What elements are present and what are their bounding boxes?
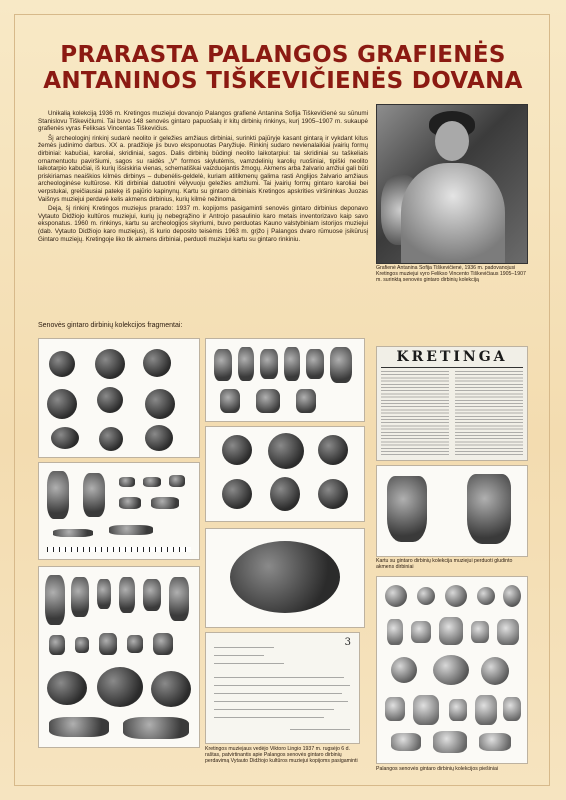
amber-pendant <box>83 473 105 517</box>
amber-pendant <box>256 389 280 413</box>
drawn-bead <box>433 731 467 753</box>
drawn-pendant <box>471 621 489 643</box>
amber-pendant <box>238 347 254 381</box>
archive-letter-photo <box>205 632 360 744</box>
drawn-bead <box>391 733 421 751</box>
amber-pendant <box>306 349 324 379</box>
poster-title-line-2: ANTANINOS TIŠKEVIČIENĖS DOVANA <box>43 68 523 94</box>
letter-line <box>214 701 348 702</box>
stone-axe <box>387 476 427 542</box>
amber-disc <box>151 671 191 707</box>
newspaper-clipping <box>376 346 528 461</box>
scale-ruler <box>47 547 191 552</box>
portrait-dress <box>401 163 505 264</box>
amber-pendant <box>214 349 232 381</box>
photo-amber-mixed <box>38 566 200 748</box>
amber-pendant <box>47 471 69 519</box>
letter-line <box>214 709 334 710</box>
drawn-pendant <box>411 621 431 643</box>
amber-bead <box>119 497 141 509</box>
amber-ring <box>270 477 300 511</box>
photo-amber-rings <box>205 426 365 522</box>
drawn-pendant <box>439 617 463 645</box>
amber-ring <box>318 479 348 509</box>
amber-disc <box>51 427 79 449</box>
drawn-pendant <box>385 697 405 721</box>
amber-ring <box>222 435 252 465</box>
amber-disc <box>47 671 87 705</box>
amber-bead <box>99 633 117 655</box>
letter-signature <box>290 729 350 730</box>
amber-bead <box>151 497 179 509</box>
letter-line <box>214 685 350 686</box>
drawn-disc <box>503 585 521 607</box>
drawn-disc <box>477 587 495 605</box>
drawn-disc <box>417 587 435 605</box>
fragments-heading: Senovės gintaro dirbinių kolekcijos fragmentai: <box>38 322 183 329</box>
photo-amber-pendants <box>38 462 200 560</box>
amber-bowl <box>230 541 340 613</box>
amber-ring <box>268 433 304 469</box>
amber-disc <box>49 351 75 377</box>
amber-pendant <box>296 389 316 413</box>
newspaper-masthead: KRETINGA <box>396 349 508 365</box>
amber-bead <box>75 637 89 653</box>
collection-drawings-plate <box>376 576 528 764</box>
amber-spindle <box>123 717 189 739</box>
letter-line <box>214 677 344 678</box>
amber-pendant <box>143 579 161 611</box>
drawn-pendant <box>497 619 519 645</box>
letter-line <box>214 717 324 718</box>
amber-pendant <box>169 577 189 621</box>
drawn-disc <box>385 585 407 607</box>
newspaper-column <box>381 371 449 457</box>
amber-pendant <box>97 579 111 609</box>
drawn-disc <box>445 585 467 607</box>
letter-line <box>214 693 342 694</box>
drawn-pendant <box>387 619 403 645</box>
amber-bead <box>153 633 173 655</box>
poster-title-line-1: PRARASTA PALANGOS GRAFIENĖS <box>60 42 506 68</box>
amber-disc <box>143 349 171 377</box>
letter-caption: Kretingos muziejaus vedėjo Viktoro Lingio 1937 m. rugsėjo 6 d. raštas, patvirtinantis apie Palangos senovės gintaro dirbinių perdavimą Vytauto Didžiojo kultūros muziejui kopijoms pasigaminti <box>205 746 358 765</box>
countess-portrait-photo <box>376 104 528 264</box>
intro-paragraph-3: Deja, šį rinkinį Kretingos muziejus prarado: 1937 m. kopijoms pasigaminti senovės gintaro dirbinius deponavo Vytauto Didžiojo kultūros muziejui, kurių jų nebegrąžino ir Antrojo pasaulinio karo metais inventorizavo kaip savo eksponatus. 1960 m. rinkinys, kartu su archeologijos skyriumi, buvo perduotas Kauno valstybiniam istorijos muziejui (dab. Vytauto Didžiojo karo muziejus), iš kurio deposito teisėmis 1963 m. grįžo į Palangos dvaro rūmuose įsikūrusį Gintaro muziejų. Kretingoje liko tik akmens dirbiniai, perduoti muziejui kartu su gintaro rinkiniu. <box>38 205 368 243</box>
amber-disc <box>97 387 123 413</box>
amber-bead <box>127 635 143 653</box>
letter-line <box>214 647 274 648</box>
amber-disc <box>99 427 123 451</box>
portrait-caption: Grafienė Antanina Sofija Tiškevičienė, 1936 m. padovanojusi Kretingos muziejui vyro Felikso Vincento Tiškevičiaus 1905–1907 m. surinktą senovės gintaro dirbinių kolekciją <box>376 265 526 284</box>
intro-paragraph-1: Unikalią kolekciją 1936 m. Kretingos muziejui dovanojo Palangos grafienė Antanina Sofija Tiškevičienė su sūnumi Stanislovu Tiškevičiumi. Tai buvo 148 senovės gintaro papuošalų ir kitų dirbinių rinkinys, kurį 1905–1907 m. sukaupė grafienės vyras Feliksas Vincentas Tiškevičius. <box>38 110 368 133</box>
drawn-pendant <box>449 699 467 721</box>
amber-spindle <box>49 717 109 737</box>
letter-line <box>214 655 264 656</box>
newspaper-column <box>455 371 523 457</box>
amber-disc <box>47 389 77 419</box>
drawn-pendant <box>475 695 497 725</box>
drawn-pendant <box>503 697 521 721</box>
portrait-face <box>435 121 469 161</box>
newspaper-rule <box>381 367 523 368</box>
amber-disc <box>95 349 125 379</box>
intro-text <box>38 110 368 245</box>
amber-pendant <box>71 577 89 617</box>
amber-pendant <box>260 349 278 379</box>
stone-tools-caption: Kartu su gintaro dirbinių kolekcija muziejui perduoti gludinto akmens dirbiniai <box>376 558 513 571</box>
drawn-disc <box>433 655 469 685</box>
drawn-disc <box>481 657 509 685</box>
drawn-disc <box>391 657 417 683</box>
drawings-caption: Palangos senovės gintaro dirbinių kolekcijos piešiniai <box>376 766 498 772</box>
photo-stone-tools <box>376 465 528 557</box>
stone-axe <box>467 474 511 544</box>
amber-pendant <box>284 347 300 381</box>
letter-number: 3 <box>344 637 351 648</box>
amber-ring <box>318 435 348 465</box>
amber-bead <box>119 477 135 487</box>
amber-disc <box>97 667 143 707</box>
amber-pendant <box>220 389 240 413</box>
drawn-pendant <box>413 695 439 725</box>
amber-ring <box>222 479 252 509</box>
photo-amber-bowl <box>205 528 365 628</box>
amber-pendant <box>45 575 65 625</box>
photo-amber-row-pendants <box>205 338 365 422</box>
amber-bead <box>53 529 93 537</box>
amber-bead <box>109 525 153 535</box>
intro-paragraph-2: Šį archeologinį rinkinį sudarė neolito ir geležies amžiaus dirbiniai, surinkti pajūryje kasant gintarą ir vykdant kitus žemės judinimo darbus. XX a. pradžioje jis buvo eksponuotas Paryžiuje. Rinkinį sudaro nevienalaikiai įvairių formų dirbiniai: kabučiai, karoliai, skridiniai, sagos. Dalis dirbinių būdingi neolito laikotarpiui: tai skridiniai su taškeliais ornamentuotu paviršiumi, sagos su raidės „V“ formos skylutėmis, vamzdelinių karolių ruošiniai, tipiški neolito laikotarpio kabučiai, iš kurių išsiskiria vienas, schematiškai vaizduojantis žmogų. Akmens arba žalvario amžiui gali būti priskiriamas neaiškios kilmės dirbinys – dubenėlis-geldelė, kuriam atitikmenų galima rasti Anglijos žalvario amžiaus archeologinėse kultūrose. Kiti dirbiniai datuotini vėlyvuoju geležies amžiumi. Tai įvairių formų gintaro karoliai bei verpstukai, greičiausiai patekę iš pajūrio kapinynų. Kartu su gintaro dirbiniais Kretingos apskrities viršininkas Juozas Vaišnys muziejui perdavė kelis akmens dirbinius, kurių kilmė nežinoma. <box>38 134 368 203</box>
amber-bead <box>169 475 185 487</box>
photo-amber-discs <box>38 338 200 458</box>
amber-pendant <box>330 347 352 383</box>
amber-bead <box>49 635 65 655</box>
letter-line <box>214 663 284 664</box>
amber-bead <box>143 477 161 487</box>
amber-pendant <box>119 577 135 613</box>
amber-disc <box>145 389 175 419</box>
amber-disc <box>145 425 173 451</box>
drawn-bead <box>479 733 511 751</box>
